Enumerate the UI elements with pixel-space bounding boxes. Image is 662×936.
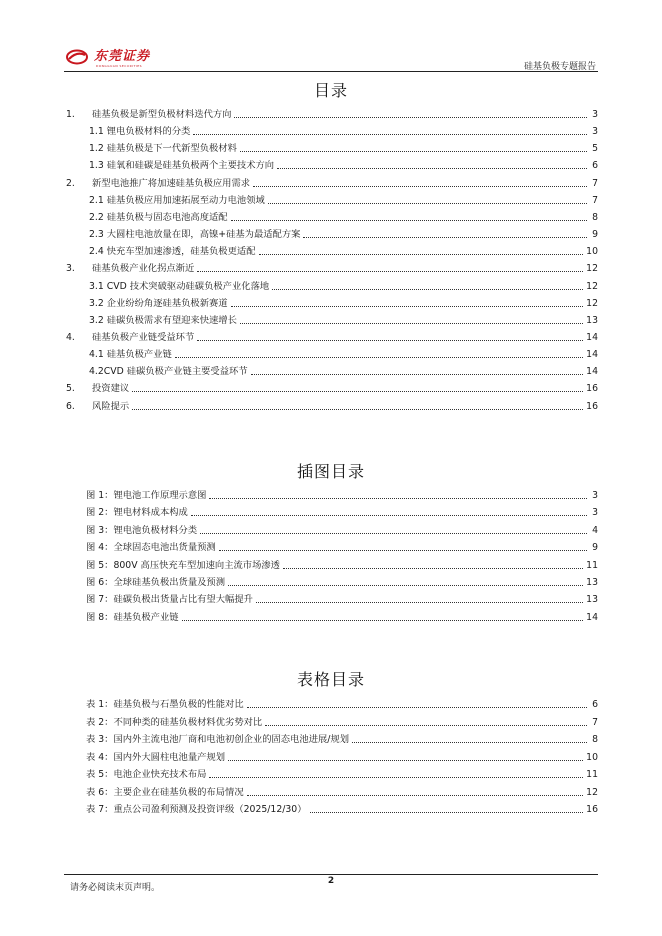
entry-page-number: 12 <box>586 297 598 309</box>
entry-page-number: 13 <box>586 314 598 326</box>
entry-page-number: 7 <box>592 194 598 206</box>
dot-leader <box>228 760 583 761</box>
dot-leader <box>132 391 583 392</box>
disclaimer-note: 请务必阅读末页声明。 <box>70 883 161 893</box>
entry-page-number: 5 <box>592 143 598 155</box>
toc-entry[interactable] <box>66 108 598 121</box>
entry-page-number: 12 <box>586 786 598 798</box>
dot-leader <box>272 289 583 290</box>
entry-page-number: 14 <box>586 366 598 378</box>
toc-entry[interactable] <box>89 348 598 361</box>
toc-entry[interactable] <box>66 400 598 413</box>
header-divider <box>64 71 598 72</box>
entry-page-number: 13 <box>586 577 598 588</box>
entry-title: 图 5：800V 高压快充车型加速向主流市场渗透 <box>86 559 280 571</box>
entry-title: 4.1 硅基负极产业链 <box>89 349 172 361</box>
entry-number: 5. <box>66 383 75 395</box>
toc-entry[interactable] <box>66 262 598 275</box>
dot-leader <box>231 306 584 307</box>
toc-entry[interactable] <box>89 142 598 155</box>
entry-page-number: 7 <box>592 177 598 189</box>
report-title: 硅基负极专题报告 <box>523 62 596 72</box>
entry-page-number: 3 <box>592 126 598 138</box>
entry-page-number: 14 <box>586 611 598 623</box>
entry-number: 3. <box>66 263 75 275</box>
toc-entry[interactable] <box>86 733 598 746</box>
dot-leader <box>200 533 587 534</box>
toc-entry[interactable] <box>89 314 598 327</box>
toc-entry[interactable] <box>86 524 598 537</box>
dot-leader <box>197 271 583 272</box>
toc-entry[interactable] <box>89 365 598 378</box>
logo-subtext: DONGGUAN SECURITIES <box>96 64 143 68</box>
entry-page-number: 4 <box>592 524 598 536</box>
entry-page-number: 3 <box>592 109 598 120</box>
entry-title: 2.3 大圆柱电池放量在即，高镍+硅基为最适配方案 <box>89 229 301 241</box>
toc-entry[interactable] <box>66 177 598 190</box>
dot-leader <box>231 220 587 221</box>
entry-title: 3.1 CVD 技术突破驱动硅碳负极产业化落地 <box>89 280 270 292</box>
toc-entry[interactable] <box>89 125 598 138</box>
toc-entry[interactable] <box>89 245 598 258</box>
entry-title: 投资建议 <box>92 383 130 395</box>
dot-leader <box>240 323 583 324</box>
entry-number: 2. <box>66 177 75 189</box>
toc-entry[interactable] <box>89 211 598 224</box>
entry-title: 1.3 硅氧和硅碳是硅基负极两个主要技术方向 <box>89 160 275 172</box>
dot-leader <box>247 795 584 796</box>
entry-title: 风险提示 <box>92 400 130 412</box>
entry-title: 表 1：硅基负极与石墨负极的性能对比 <box>86 699 244 710</box>
entry-title: 图 2：锂电材料成本构成 <box>86 507 188 519</box>
entry-number: 1. <box>66 109 75 120</box>
toc-entry[interactable] <box>86 576 598 589</box>
entry-page-number: 9 <box>592 542 598 554</box>
toc-entry[interactable] <box>66 382 598 395</box>
entry-number: 6. <box>66 400 75 412</box>
toc-entry[interactable] <box>86 489 598 502</box>
entry-number: 4. <box>66 331 75 343</box>
toc-entry[interactable] <box>86 751 598 764</box>
entry-page-number: 8 <box>592 211 598 223</box>
entry-title: 1.1 锂电负极材料的分类 <box>89 126 191 138</box>
dot-leader <box>228 585 583 586</box>
entry-page-number: 8 <box>592 734 598 745</box>
toc-entry[interactable] <box>86 716 598 729</box>
dot-leader <box>277 168 587 169</box>
entry-title: 硅基负极产业化拐点渐近 <box>92 263 195 275</box>
entry-title: 2.2 硅基负极与固态电池高度适配 <box>89 211 228 223</box>
entry-page-number: 14 <box>586 331 598 343</box>
toc-entry[interactable] <box>66 331 598 344</box>
entry-page-number: 16 <box>586 383 598 395</box>
dot-leader <box>132 409 583 410</box>
dot-leader <box>209 777 583 778</box>
entry-page-number: 7 <box>592 716 598 728</box>
dot-leader <box>283 568 583 569</box>
entry-page-number: 6 <box>592 699 598 710</box>
dot-leader <box>259 254 584 255</box>
dot-leader <box>219 550 587 551</box>
entry-title: 表 3：国内外主流电池厂商和电池初创企业的固态电池进展/规划 <box>86 734 350 745</box>
entry-page-number: 3 <box>592 490 598 501</box>
dot-leader <box>352 742 587 743</box>
logo-emblem-icon <box>66 49 88 65</box>
entry-title: 新型电池推广将加速硅基负极应用需求 <box>92 177 251 189</box>
entry-title: 图 7：硅碳负极出货量占比有望大幅提升 <box>86 594 253 606</box>
page-number: 2 <box>327 876 335 886</box>
dot-leader <box>240 151 587 152</box>
toc-entry[interactable] <box>86 698 598 711</box>
dot-leader <box>256 602 583 603</box>
entry-title: 图 8：硅基负极产业链 <box>86 611 179 623</box>
dot-leader <box>234 117 587 118</box>
entry-title: 2.4 快充车型加速渗透，硅基负极更适配 <box>89 246 256 258</box>
dot-leader <box>175 357 583 358</box>
entry-title: 图 3：锂电池负极材料分类 <box>86 524 198 536</box>
dot-leader <box>193 134 587 135</box>
dot-leader <box>191 515 587 516</box>
entry-page-number: 16 <box>586 400 598 412</box>
toc-entry[interactable] <box>89 228 598 241</box>
toc-entry[interactable] <box>86 593 598 606</box>
dot-leader <box>182 620 584 621</box>
entry-page-number: 16 <box>586 804 598 815</box>
toc-entry[interactable] <box>86 506 598 519</box>
entry-title: 3.2 硅碳负极需求有望迎来快速增长 <box>89 314 237 326</box>
toc-entry[interactable] <box>86 611 598 624</box>
toc-entry[interactable] <box>86 803 598 816</box>
toc-title: 目录 <box>313 81 348 100</box>
entry-title: 图 1：锂电池工作原理示意图 <box>86 490 207 501</box>
entry-page-number: 10 <box>586 246 598 258</box>
entry-title: 表 7：重点公司盈利预测及投资评级（2025/12/30） <box>86 804 307 815</box>
toc-entry[interactable] <box>89 297 598 310</box>
entry-page-number: 13 <box>586 594 598 606</box>
dot-leader <box>209 498 587 499</box>
entry-title: 硅基负极产业链受益环节 <box>92 331 195 343</box>
dot-leader <box>197 340 583 341</box>
entry-title: 表 5：电池企业快充技术布局 <box>86 769 207 780</box>
entry-page-number: 11 <box>586 769 598 780</box>
entry-title: 表 6：主要企业在硅基负极的布局情况 <box>86 786 244 798</box>
logo-text: 东莞证券 <box>94 49 151 64</box>
entry-title: 图 6：全球硅基负极出货量及预测 <box>86 577 226 588</box>
toc-entry[interactable] <box>86 541 598 554</box>
entry-page-number: 12 <box>586 280 598 292</box>
toc-entry[interactable] <box>89 194 598 207</box>
tables-title: 表格目录 <box>296 670 365 689</box>
toc-entry[interactable] <box>89 159 598 172</box>
entry-page-number: 11 <box>586 559 598 571</box>
entry-title: 1.2 硅基负极是下一代新型负极材料 <box>89 143 237 155</box>
dot-leader <box>310 812 584 813</box>
entry-page-number: 10 <box>586 751 598 763</box>
dot-leader <box>268 203 587 204</box>
toc-entry[interactable] <box>86 786 598 799</box>
toc-entry[interactable] <box>86 768 598 781</box>
entry-title: 3.2 企业纷纷角逐硅基负极新赛道 <box>89 297 228 309</box>
dot-leader <box>303 237 587 238</box>
entry-title: 硅基负极是新型负极材料迭代方向 <box>92 109 232 120</box>
dot-leader <box>265 725 587 726</box>
dot-leader <box>247 707 587 708</box>
entry-page-number: 9 <box>592 229 598 241</box>
entry-title: 2.1 硅基负极应用加速拓展至动力电池领域 <box>89 194 265 206</box>
entry-title: 图 4：全球固态电池出货量预测 <box>86 542 216 554</box>
entry-title: 表 2：不同种类的硅基负极材料优劣势对比 <box>86 716 263 728</box>
dot-leader <box>251 374 584 375</box>
toc-entry[interactable] <box>89 280 598 293</box>
figures-title: 插图目录 <box>296 462 365 481</box>
entry-title: 表 4：国内外大圆柱电池量产规划 <box>86 751 226 763</box>
entry-page-number: 12 <box>586 263 598 275</box>
footer-divider <box>64 874 598 875</box>
entry-page-number: 3 <box>592 507 598 519</box>
entry-page-number: 6 <box>592 160 598 172</box>
entry-title: 4.2CVD 硅碳负极产业链主要受益环节 <box>89 366 248 378</box>
entry-page-number: 14 <box>586 349 598 361</box>
dot-leader <box>253 186 587 187</box>
toc-entry[interactable] <box>86 559 598 572</box>
